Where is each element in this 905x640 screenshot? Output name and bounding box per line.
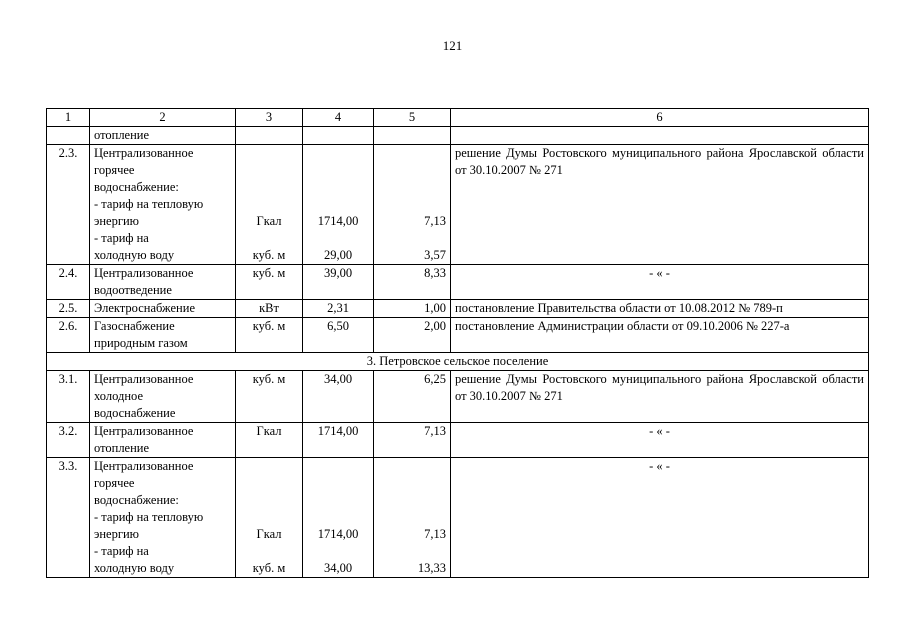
document-cell: - « -: [451, 458, 869, 578]
table-row: [47, 127, 869, 145]
service-name: Централизованное водоотведение: [90, 265, 236, 300]
page-number: 121: [442, 38, 463, 53]
service-name: Централизованное горячее водоснабжение: - тариф на тепловую энергию - тариф на холодную воду: [90, 458, 236, 578]
unit-cell: кВт: [236, 300, 303, 318]
service-name: Централизованное холодное водоснабжение: [90, 371, 236, 423]
document-cell: постановление Правительства области от 10.08.2012 № 789-п: [451, 300, 869, 318]
row-number: [47, 127, 90, 145]
row-number: 2.5.: [47, 300, 90, 318]
document-cell: постановление Администрации области от 09.10.2006 № 227-а: [451, 318, 869, 353]
header-cell: 5: [374, 109, 451, 127]
value-cell: 8,33: [374, 265, 451, 300]
unit-cell: куб. м: [236, 318, 303, 353]
header-cell: 2: [90, 109, 236, 127]
unit-cell: куб. м: [236, 371, 303, 423]
service-name: Централизованное горячее водоснабжение: - тариф на тепловую энергию - тариф на холодную воду: [90, 145, 236, 265]
value-cell: 39,00: [303, 265, 374, 300]
value-cell: 1714,00: [303, 423, 374, 458]
section-title: 3. Петровское сельское поселение: [47, 353, 869, 371]
table-row: [47, 145, 869, 265]
value-cell: 2,31: [303, 300, 374, 318]
row-number: 2.3.: [47, 145, 90, 265]
value-cell: 1714,00 34,00: [303, 458, 374, 578]
header-cell: 3: [236, 109, 303, 127]
service-name: Газоснабжение природным газом: [90, 318, 236, 353]
value-cell: 6,25: [374, 371, 451, 423]
value-cell: 6,50: [303, 318, 374, 353]
value-cell: 1,00: [374, 300, 451, 318]
row-number: 2.6.: [47, 318, 90, 353]
value-cell: [303, 127, 374, 145]
service-name: отопление: [90, 127, 236, 145]
table-header-row: [47, 109, 869, 127]
unit-cell: Гкал куб. м: [236, 145, 303, 265]
table-row: [47, 300, 869, 318]
service-name: Централизованное отопление: [90, 423, 236, 458]
table-row: [47, 458, 869, 578]
value-cell: 7,13: [374, 423, 451, 458]
value-cell: 1714,00 29,00: [303, 145, 374, 265]
row-number: 3.1.: [47, 371, 90, 423]
value-cell: 34,00: [303, 371, 374, 423]
value-cell: 7,13 3,57: [374, 145, 451, 265]
row-number: 2.4.: [47, 265, 90, 300]
document-cell: - « -: [451, 265, 869, 300]
table-row: [47, 318, 869, 353]
document-cell: [451, 127, 869, 145]
row-number: 3.2.: [47, 423, 90, 458]
table-row: [47, 423, 869, 458]
table-row: [47, 371, 869, 423]
tariff-table: [46, 108, 869, 578]
value-cell: [374, 127, 451, 145]
unit-cell: Гкал куб. м: [236, 458, 303, 578]
document-cell: решение Думы Ростовского муниципального района Ярославской области от 30.10.2007 № 271: [451, 145, 869, 265]
section-row: [47, 353, 869, 371]
header-cell: 6: [451, 109, 869, 127]
header-cell: 1: [47, 109, 90, 127]
value-cell: 2,00: [374, 318, 451, 353]
value-cell: 7,13 13,33: [374, 458, 451, 578]
row-number: 3.3.: [47, 458, 90, 578]
unit-cell: Гкал: [236, 423, 303, 458]
unit-cell: куб. м: [236, 265, 303, 300]
document-cell: решение Думы Ростовского муниципального района Ярославской области от 30.10.2007 № 271: [451, 371, 869, 423]
document-cell: - « -: [451, 423, 869, 458]
unit-cell: [236, 127, 303, 145]
header-cell: 4: [303, 109, 374, 127]
table-row: [47, 265, 869, 300]
service-name: Электроснабжение: [90, 300, 236, 318]
